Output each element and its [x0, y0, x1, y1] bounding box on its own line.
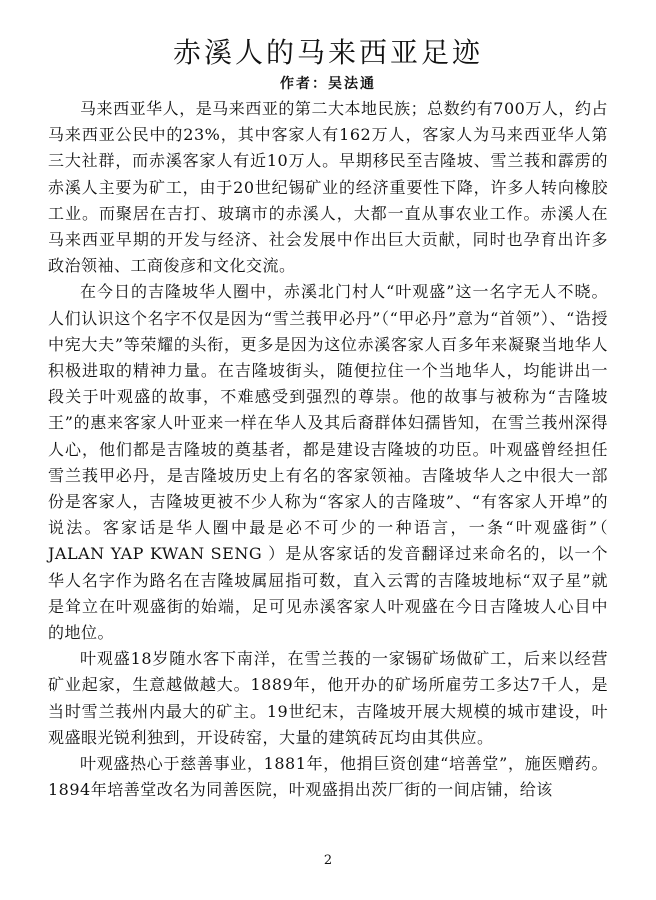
body-paragraph-1: 马来西亚华人，是马来西亚的第二大本地民族；总数约有700万人，约占马来西亚公民中的23%，其中客家人有162万人，客家人为马来西亚华人第三大社群，而赤溪客家人有近10万人。早期移民至吉隆坡、雪兰莪和霹雳的赤溪人主要为矿工，由于20世纪锡矿业的经济重要性下降，许多人转向橡胶工业。而聚居在吉打、玻璃市的赤溪人，大都一直从事农业工作。赤溪人在马来西亚早期的开发与经济、社会发展中作出巨大贡献，同时也孕育出许多政治领袖、工商俊彦和文化交流。: [48, 99, 608, 276]
body-paragraph-3: 叶观盛18岁随水客下南洋，在雪兰莪的一家锡矿场做矿工，后来以经营矿业起家，生意越做越大。1889年，他开办的矿场所雇劳工多达7千人，是当时雪兰莪州内最大的矿主。19世纪末，吉隆坡开展大规模的城市建设，叶观盛眼光锐利独到，开设砖窑，大量的建筑砖瓦均由其供应。: [48, 649, 608, 747]
body-paragraph-4: 叶观盛热心于慈善事业，1881年，他捐巨资创建“培善堂”，施医赠药。1894年培善堂改名为同善医院，叶观盛捐出茨厂街的一间店铺，给该: [48, 754, 608, 800]
author-byline: 作者：吴法通: [280, 76, 376, 92]
body-paragraph-2: 在今日的吉隆坡华人圈中，赤溪北门村人“叶观盛”这一名字无人不晓。人们认识这个名字不仅是因为“雪兰莪甲必丹”（“甲必丹”意为“首领”）、“诰授中宪大夫”等荣耀的头衔，更多是因为这位赤溪客家人百多年来凝聚当地华人积极进取的精神力量。在吉隆坡街头，随便拉住一个当地华人，均能讲出一段关于叶观盛的故事，不难感受到强烈的尊崇。他的故事与被称为“吉隆坡王”的惠来客家人叶亚来一样在华人及其后裔群体妇孺皆知，在雪兰莪州深得人心，他们都是吉隆坡的奠基者，都是建设吉隆坡的功臣。叶观盛曾经担任雪兰莪甲必丹，是吉隆坡历史上有名的客家领袖。吉隆坡华人之中很大一部份是客家人，吉隆坡更被不少人称为“客家人的吉隆玻”、“有客家人开埠”的说法。客家话是华人圈中最是必不可少的一种语言，一条“叶观盛街”（ JALAN YAP KWAN SENG ）是从客家话的发音翻译过来命名的，以一个华人名字作为路名在吉隆坡属屈指可数，直入云霄的吉隆坡地标“双子星”就是耸立在叶观盛街的始端，足可见赤溪客家人叶观盛在今日吉隆坡人心目中的地位。: [48, 282, 608, 643]
page-number: 2: [323, 853, 333, 868]
article-title: 赤溪人的马来西亚足迹: [172, 36, 483, 69]
